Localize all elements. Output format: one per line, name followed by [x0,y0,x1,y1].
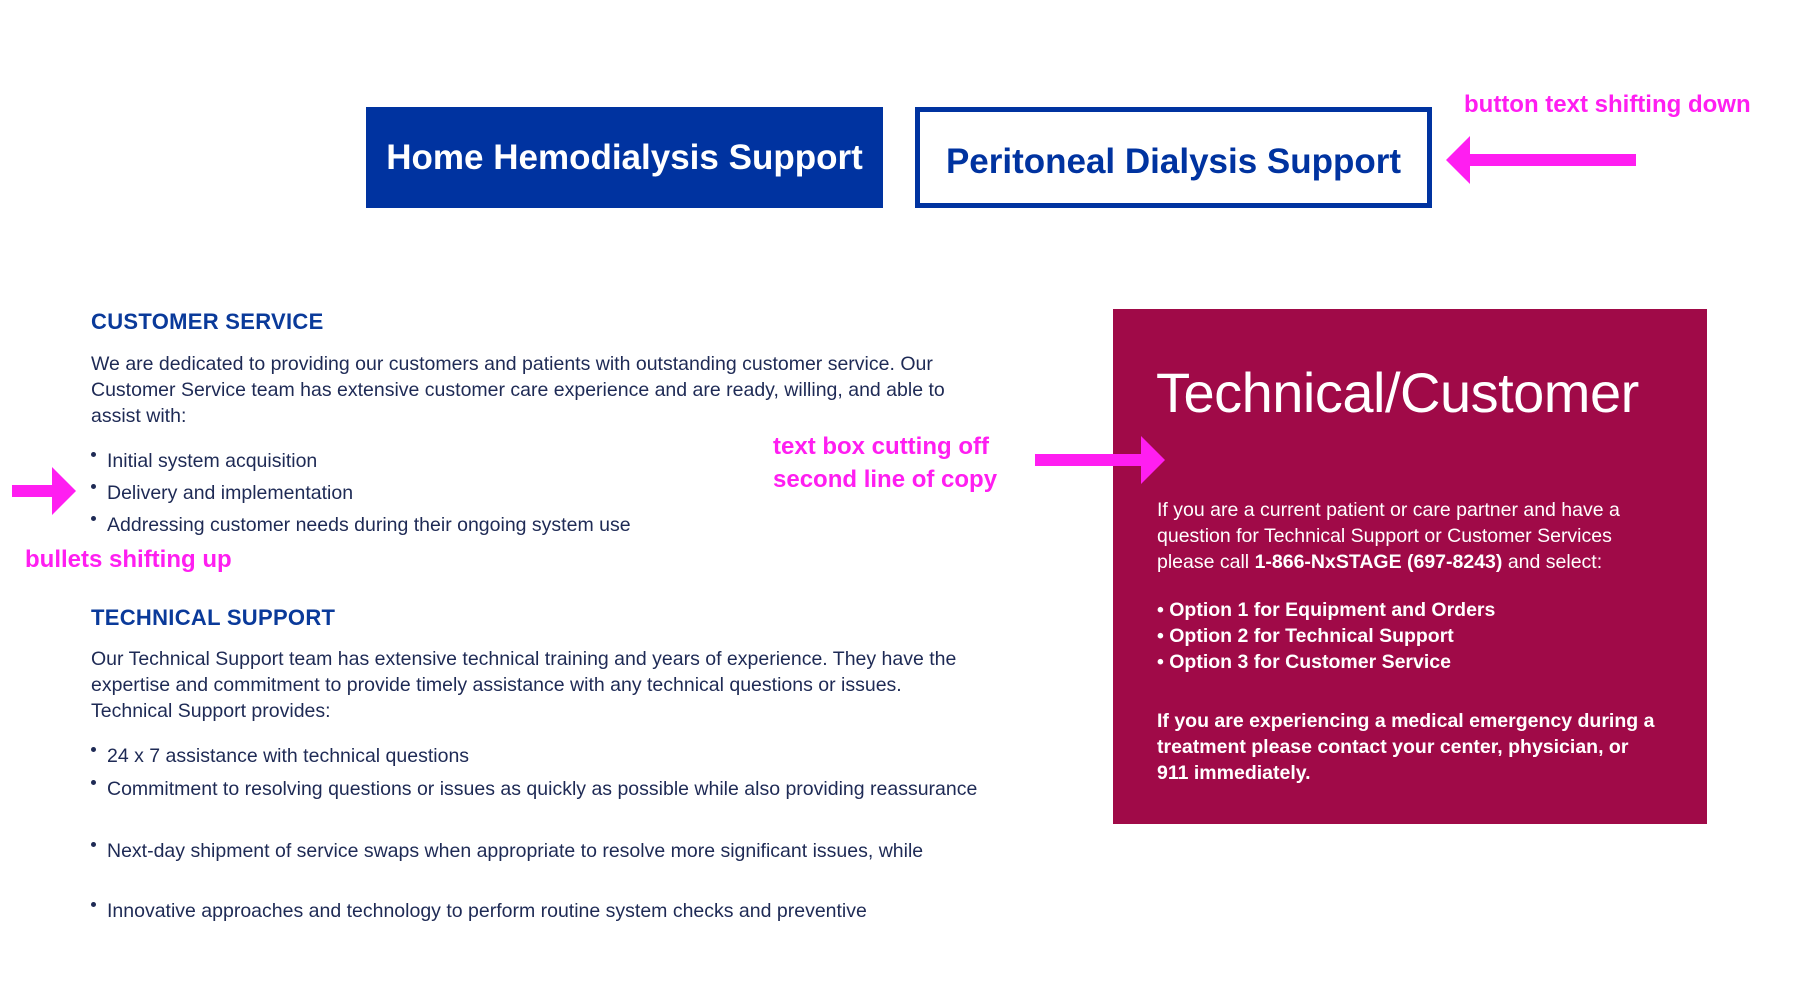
list-item: Commitment to resolving questions or issues as quickly as possible while also providing reassurance [91,778,1067,801]
list-item: Addressing customer needs during their ongoing system use [91,514,631,546]
technical-support-line-2: expertise and commitment to provide timely assistance with any technical questions or issues. [91,674,902,696]
panel-paragraph [1157,497,1687,575]
right-arrow-icon [12,467,76,515]
panel-para-line-1: If you are a current patient or care partner and have a [1157,499,1620,521]
panel-para-prefix: please call [1157,551,1255,573]
panel-emergency-line-2: treatment please contact your center, physician, or [1157,736,1629,758]
right-arrow-icon [1035,436,1165,484]
customer-service-line-1: We are dedicated to providing our customers and patients with outstanding customer service. Our [91,353,933,375]
list-item: 24 x 7 assistance with technical questions [91,745,1067,768]
home-hemodialysis-support-button[interactable] [366,107,883,208]
annotation-bullets: bullets shifting up [25,546,232,573]
panel-options-list [1157,597,1495,675]
panel-option-3: • Option 3 for Customer Service [1157,651,1451,673]
customer-service-line-2: Customer Service team has extensive customer care experience and are ready, willing, and able to [91,379,945,401]
left-arrow-icon [1446,136,1636,184]
phone-number[interactable]: 1-866-NxSTAGE (697-8243) [1254,551,1503,573]
panel-option-2: • Option 2 for Technical Support [1157,625,1454,647]
annotation-text-box-line-2: second line of copy [773,466,998,493]
technical-support-line-1: Our Technical Support team has extensive technical training and years of experience. They have the [91,648,957,670]
customer-service-line-3: assist with: [91,405,187,427]
customer-service-paragraph [91,351,1011,429]
panel-para-suffix: and select: [1502,551,1603,573]
panel-emergency-line-3: 911 immediately. [1157,762,1311,784]
customer-service-bullet-list [91,450,631,546]
annotation-text-box-line-1: text box cutting off [773,433,989,460]
annotation-button-text: button text shifting down [1464,91,1751,118]
annotation-text-box [773,430,997,496]
panel-para-line-3 [1157,549,1687,575]
panel-emergency-note [1157,708,1687,786]
peritoneal-dialysis-support-button[interactable] [915,107,1432,208]
list-item: Innovative approaches and technology to perform routine system checks and preventive [91,900,1067,923]
list-item: Initial system acquisition [91,450,631,482]
panel-emergency-line-1: If you are experiencing a medical emergency during a [1157,710,1655,732]
technical-support-paragraph [91,646,1011,724]
list-item: Next-day shipment of service swaps when appropriate to resolve more significant issues, while [91,840,1067,863]
panel-option-1: • Option 1 for Equipment and Orders [1157,599,1496,621]
home-hemodialysis-support-label: Home Hemodialysis Support [386,137,863,177]
list-item: Delivery and implementation [91,482,631,514]
technical-support-heading: TECHNICAL SUPPORT [91,605,336,630]
panel-title: Technical/Customer [1156,361,1639,424]
technical-support-line-3: Technical Support provides: [91,700,331,722]
peritoneal-dialysis-support-label: Peritoneal Dialysis Support [945,141,1402,181]
panel-para-line-2: question for Technical Support or Customer Services [1157,525,1612,547]
customer-service-heading: CUSTOMER SERVICE [91,309,324,334]
